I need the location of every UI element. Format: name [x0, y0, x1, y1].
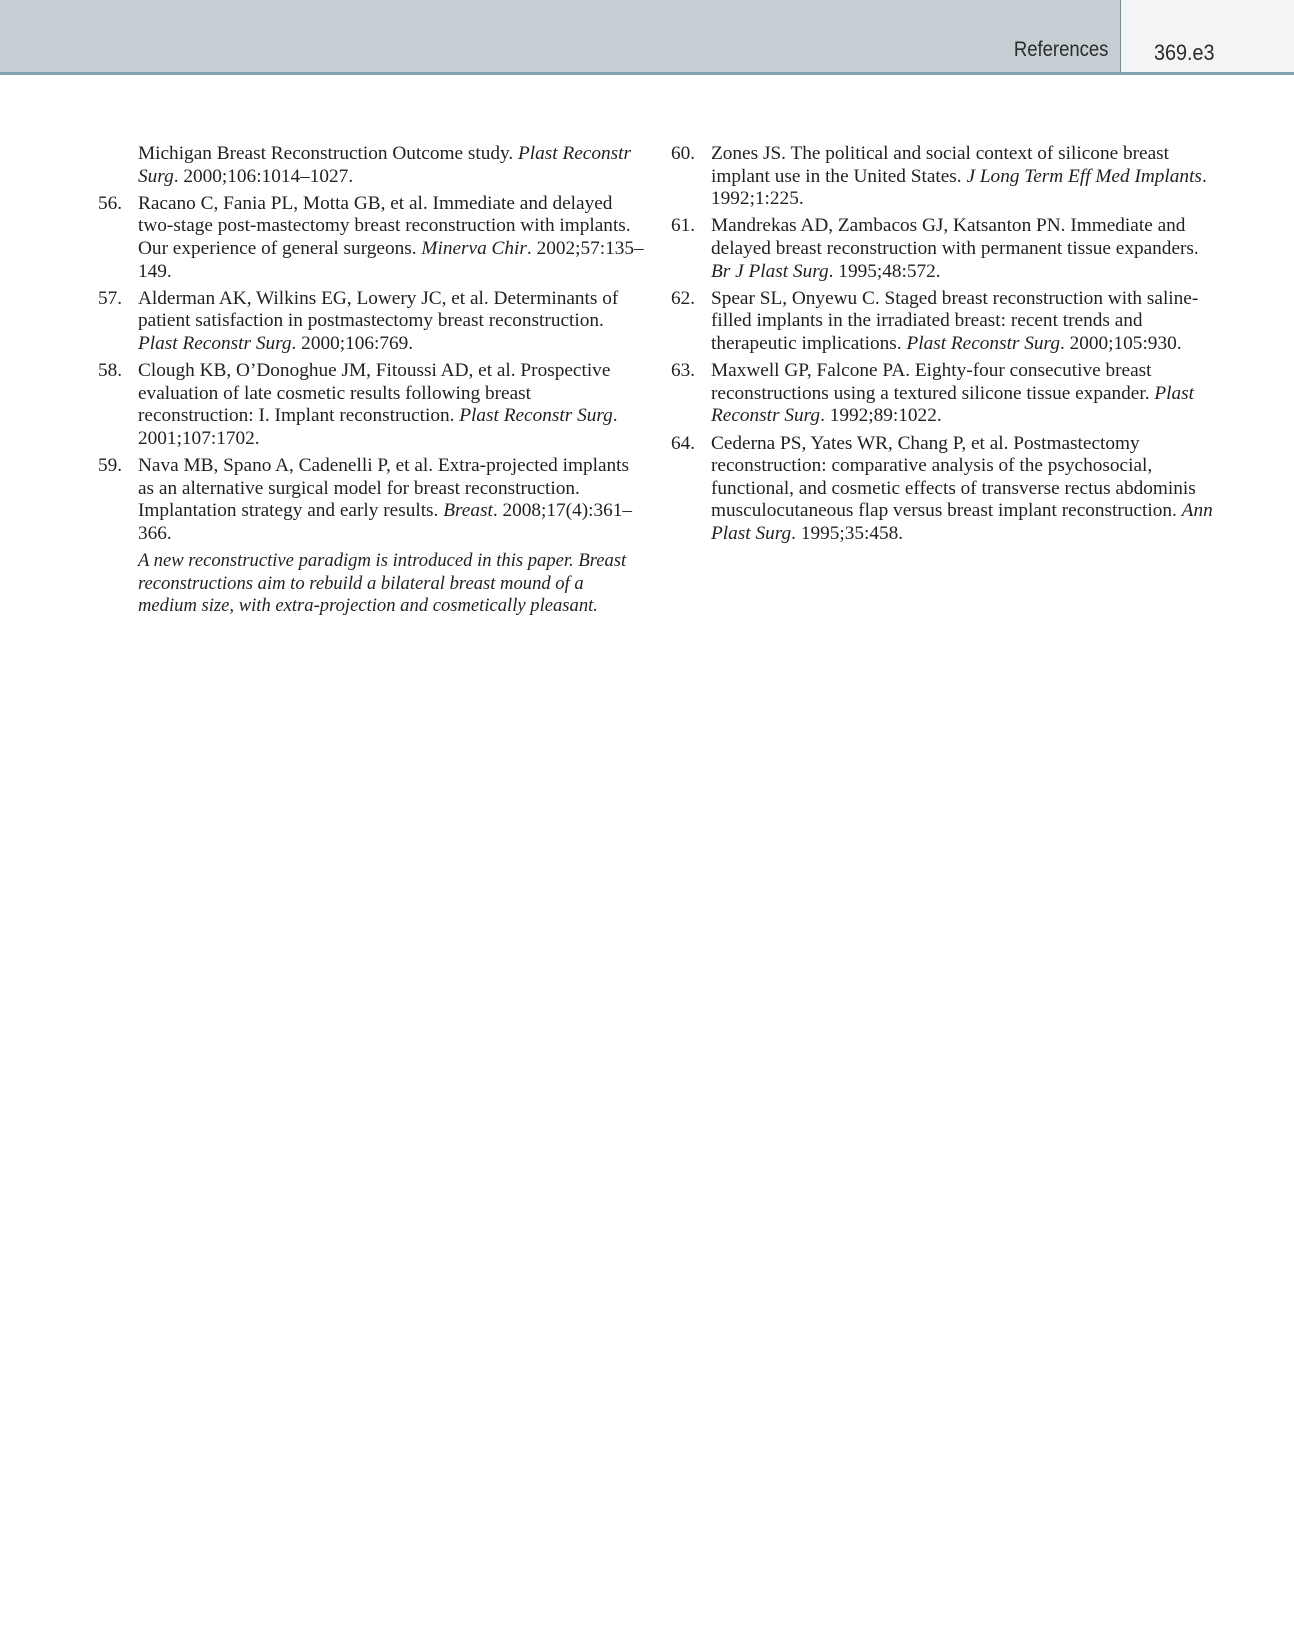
- reference-annotation: A new reconstructive paradigm is introduced in this paper. Breast reconstructions aim to rebuild a bilateral breast mound of a medium size, with extra-projection and cosmetically pleasant.: [138, 550, 627, 617]
- reference-number: 60.: [671, 143, 696, 164]
- reference-item: [98, 455, 646, 545]
- reference-citation: . 2000;106:769.: [291, 332, 414, 354]
- left-column: [98, 143, 646, 618]
- header-rule: [0, 72, 1294, 75]
- journal-title: Ann Plast Surg: [711, 500, 1213, 544]
- reference-item: [671, 288, 1219, 356]
- journal-title: Br J Plast Surg: [711, 260, 829, 282]
- reference-number: 63.: [671, 360, 696, 382]
- journal-title: Plast Reconstr Surg: [138, 332, 292, 354]
- reference-citation: . 1995;35:458.: [791, 522, 904, 544]
- reference-item: [98, 360, 646, 450]
- right-column: [671, 143, 1219, 550]
- reference-citation: . 2000;105:930.: [1059, 332, 1182, 354]
- reference-text: Zones JS. The political and social context of silicone breast implant use in the United States.: [711, 143, 1169, 187]
- page-number: 369.e3: [1154, 40, 1215, 65]
- reference-citation: . 2000;106:1014–1027.: [173, 165, 354, 187]
- reference-text: Cederna PS, Yates WR, Chang P, et al. Postmastectomy reconstruction: comparative analysis of the psychosocial, functional, and cosmetic effects of transverse rectus abdominis musculocutaneous flap versus breast implant reconstruction.: [711, 432, 1196, 522]
- reference-text: Clough KB, O’Donoghue JM, Fitoussi AD, et al. Prospective evaluation of late cosmetic results following breast reconstruction: I. Implant reconstruction.: [138, 360, 611, 427]
- reference-text: Michigan Breast Reconstruction Outcome study.: [138, 143, 519, 164]
- reference-text: Racano C, Fania PL, Motta GB, et al. Immediate and delayed two-stage post-mastectomy breast reconstruction with implants. Our experience of general surgeons.: [138, 192, 631, 259]
- reference-number: 58.: [98, 360, 123, 382]
- reference-citation: . 2002;57:135–149.: [138, 237, 644, 282]
- reference-item: [98, 193, 646, 283]
- reference-item: [98, 288, 646, 356]
- reference-number: 59.: [98, 455, 123, 477]
- reference-text: Nava MB, Spano A, Cadenelli P, et al. Extra-projected implants as an alternative surgical model for breast reconstruction. Implantation strategy and early results.: [138, 455, 630, 522]
- reference-text: Alderman AK, Wilkins EG, Lowery JC, et al. Determinants of patient satisfaction in postmastectomy breast reconstruction.: [138, 287, 619, 332]
- reference-continuation: [98, 143, 646, 188]
- journal-title: Plast Reconstr Surg: [906, 332, 1060, 354]
- reference-text: Mandrekas AD, Zambacos GJ, Katsanton PN. Immediate and delayed breast reconstruction with permanent tissue expanders.: [711, 215, 1199, 259]
- journal-title: Plast Reconstr Surg: [459, 405, 613, 427]
- reference-citation: . 1995;48:572.: [828, 260, 941, 282]
- journal-title: Minerva Chir: [421, 237, 527, 259]
- reference-number: 56.: [98, 192, 123, 214]
- reference-number: 61.: [671, 215, 696, 237]
- reference-item: [671, 433, 1219, 546]
- reference-citation: . 1992;89:1022.: [820, 405, 942, 427]
- reference-citation: . 2008;17(4):361–366.: [138, 500, 633, 544]
- journal-title: Plast Reconstr Surg: [711, 382, 1194, 427]
- running-head-section: References: [1013, 38, 1108, 61]
- reference-item: [671, 143, 1219, 211]
- running-header-band: [0, 0, 1120, 72]
- reference-number: 64.: [671, 432, 696, 454]
- journal-title: Plast Reconstr Surg: [138, 143, 632, 187]
- reference-citation: . 1992;1:225.: [711, 165, 1207, 210]
- reference-citation: . 2001;107:1702.: [138, 405, 618, 449]
- journal-title: J Long Term Eff Med Implants: [966, 165, 1202, 187]
- journal-title: Breast: [443, 500, 493, 522]
- reference-item: [671, 215, 1219, 283]
- reference-number: 62.: [671, 287, 696, 309]
- reference-text: Maxwell GP, Falcone PA. Eighty-four consecutive breast reconstructions using a textured silicone tissue expander.: [711, 360, 1155, 404]
- reference-number: 57.: [98, 287, 123, 309]
- reference-item: [671, 360, 1219, 428]
- reference-text: Spear SL, Onyewu C. Staged breast reconstruction with saline-filled implants in the irradiated breast: recent trends and therapeutic implications.: [711, 287, 1199, 354]
